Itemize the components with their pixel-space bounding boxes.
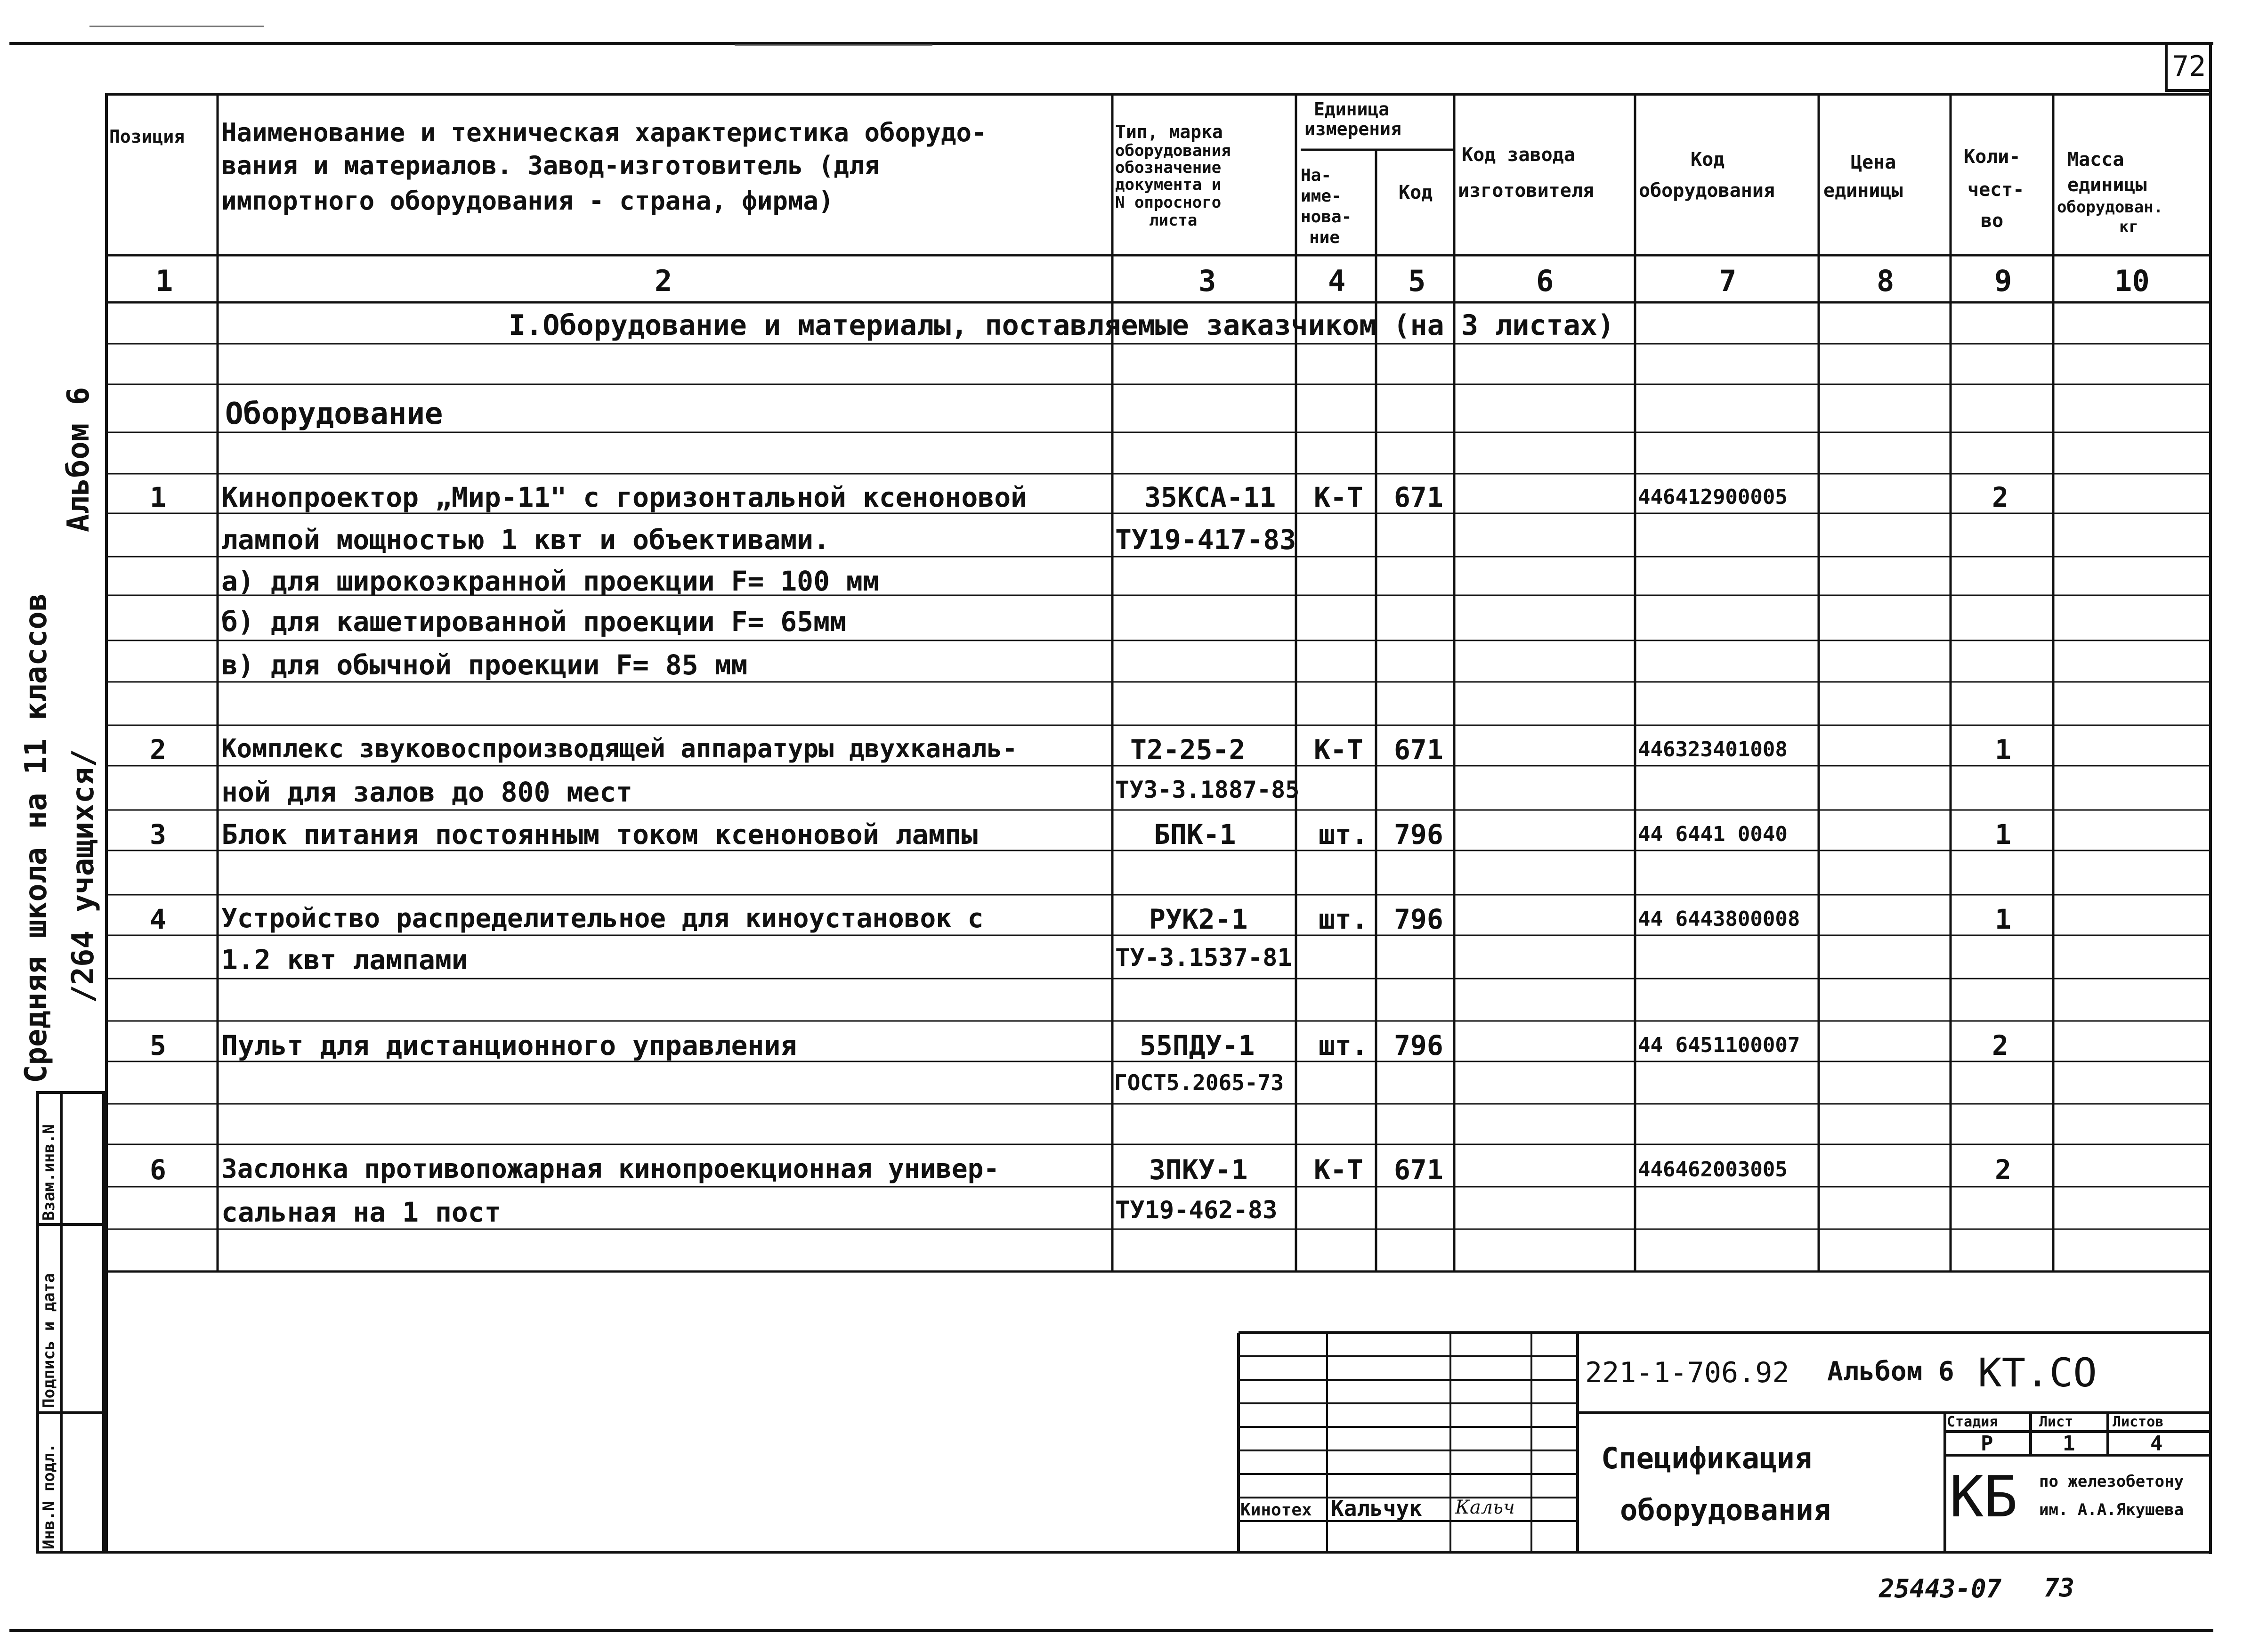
item-2-equip-code: 446323401008 bbox=[1638, 737, 1788, 761]
person-name: Кальчук bbox=[1331, 1496, 1422, 1521]
item-2-unit-code: 671 bbox=[1394, 734, 1443, 766]
section-title: I.Оборудование и материалы, поставляемые заказчиком (на 3 листах) bbox=[509, 309, 1614, 342]
col-number-2: 2 bbox=[655, 264, 672, 298]
item-1-name-line3: а) для широкоэкранной проекции F= 100 мм bbox=[221, 565, 879, 597]
item-5-pos: 5 bbox=[150, 1029, 166, 1061]
page-number: 72 bbox=[2172, 50, 2206, 83]
item-4-name-line1: Устройство распределительное для киноустановок с bbox=[221, 903, 984, 934]
sheet-value: 1 bbox=[2063, 1432, 2075, 1456]
doc-title-line2: оборудования bbox=[1620, 1493, 1831, 1527]
item-6-name-line2: сальная на 1 пост bbox=[221, 1196, 501, 1228]
org-logo: КБ bbox=[1950, 1465, 2018, 1530]
header-col10-line2: единицы bbox=[2067, 174, 2147, 196]
header-col7-line1: Код bbox=[1691, 149, 1725, 170]
header-col7-line2: оборудования bbox=[1639, 180, 1775, 202]
header-col3-line1: Тип, марка bbox=[1115, 121, 1223, 142]
col-number-3: 3 bbox=[1198, 264, 1216, 298]
header-col2-line2: вания и материалов. Завод-изготовитель (для bbox=[221, 151, 880, 180]
header-unit-group-line2: измерения bbox=[1304, 119, 1401, 139]
header-col3-line5: N опросного bbox=[1115, 193, 1222, 212]
stamp-vzam-inv: Взам.инв.N bbox=[40, 1124, 58, 1221]
item-1-name-line5: в) для обычной проекции F= 85 мм bbox=[221, 649, 748, 681]
header-col3-line2: оборудования bbox=[1115, 141, 1231, 160]
header-col10-line3: оборудован. bbox=[2057, 198, 2163, 217]
role-label: Кинотех bbox=[1240, 1500, 1312, 1520]
item-5-qty: 2 bbox=[1992, 1029, 2008, 1061]
item-5-doc: ГОСТ5.2065-73 bbox=[1114, 1070, 1284, 1095]
item-4-equip-code: 44 6443800008 bbox=[1638, 907, 1800, 931]
project-side-line2: /264 учащихся/ bbox=[66, 749, 101, 1003]
item-3-pos: 3 bbox=[150, 818, 166, 850]
item-6-pos: 6 bbox=[150, 1154, 166, 1186]
item-2-doc: ТУЗ-3.1887-85 bbox=[1115, 776, 1300, 803]
item-1-pos: 1 bbox=[150, 481, 166, 513]
header-col6-line2: изготовителя bbox=[1458, 180, 1594, 202]
item-4-qty: 1 bbox=[1995, 903, 2011, 935]
doc-mark: КТ.СО bbox=[1978, 1350, 2097, 1396]
item-1-qty: 2 bbox=[1992, 481, 2008, 513]
header-col9-line3: во bbox=[1981, 210, 2004, 232]
stage-label: Стадия bbox=[1947, 1414, 1998, 1430]
item-2-name-line1: Комплекс звуковоспроизводящей аппаратуры двухканаль- bbox=[221, 734, 1018, 763]
item-1-name-line2: лампой мощностью 1 квт и объективами. bbox=[221, 524, 830, 556]
item-1-name-line1: Кинопроектор „Мир-11" с горизонтальной ксеноновой bbox=[221, 481, 1028, 513]
header-col8-line1: Цена bbox=[1851, 152, 1896, 173]
item-2-qty: 1 bbox=[1995, 734, 2011, 766]
item-6-type: 3ПКУ-1 bbox=[1149, 1154, 1248, 1186]
item-3-name-line1: Блок питания постоянным током ксеноновой лампы bbox=[221, 818, 978, 850]
header-col8-line2: единицы bbox=[1823, 180, 1903, 202]
stage-value: Р bbox=[1981, 1432, 1993, 1456]
project-side-line1: Средняя школа на 11 классов bbox=[19, 593, 54, 1083]
item-1-name-line4: б) для кашетированной проекции F= 65мм bbox=[221, 606, 846, 638]
item-2-name-line2: ной для залов до 800 мест bbox=[221, 776, 632, 808]
item-3-unit-code: 796 bbox=[1394, 818, 1443, 850]
org-line1: по железобетону bbox=[2039, 1472, 2184, 1491]
header-col1: Позиция bbox=[109, 126, 185, 147]
album-side-label: Альбом 6 bbox=[61, 387, 96, 532]
header-col2-line3: импортного оборудования - страна, фирма) bbox=[221, 186, 834, 216]
item-3-qty: 1 bbox=[1995, 818, 2011, 850]
header-col3-line6: листа bbox=[1149, 211, 1198, 230]
col-number-8: 8 bbox=[1877, 264, 1895, 298]
stamp-inv-podl: Инв.N подл. bbox=[40, 1443, 58, 1549]
item-4-unit: шт. bbox=[1319, 903, 1368, 935]
stamp-podpis-data: Подпись и дата bbox=[40, 1273, 58, 1408]
item-3-equip-code: 44 6441 0040 bbox=[1638, 822, 1788, 846]
header-col9-line1: Коли- bbox=[1964, 146, 2021, 168]
sheet-label: Лист bbox=[2039, 1414, 2073, 1430]
header-col4-line4: ние bbox=[1309, 228, 1340, 247]
item-4-type: РУК2-1 bbox=[1149, 903, 1248, 935]
item-6-name-line1: Заслонка противопожарная кинопроекционная универ- bbox=[221, 1154, 1000, 1184]
item-4-pos: 4 bbox=[150, 903, 166, 935]
item-6-unit: К-Т bbox=[1314, 1154, 1363, 1186]
item-1-type: 35КСА-11 bbox=[1144, 481, 1276, 513]
header-unit-group-line1: Единица bbox=[1314, 99, 1390, 120]
doc-title-line1: Спецификация bbox=[1601, 1441, 1812, 1475]
item-5-type: 55ПДУ-1 bbox=[1140, 1029, 1255, 1061]
col-number-5: 5 bbox=[1408, 264, 1426, 298]
item-6-qty: 2 bbox=[1995, 1154, 2011, 1186]
header-col10-line1: Масса bbox=[2067, 149, 2124, 170]
header-col6-line1: Код завода bbox=[1462, 144, 1575, 166]
item-5-name-line1: Пульт для дистанционного управления bbox=[221, 1029, 797, 1061]
item-6-equip-code: 446462003005 bbox=[1638, 1158, 1788, 1182]
item-1-unit: К-Т bbox=[1314, 481, 1363, 513]
col-number-4: 4 bbox=[1328, 264, 1346, 298]
sheets-value: 4 bbox=[2150, 1432, 2163, 1456]
item-5-equip-code: 44 6451100007 bbox=[1638, 1033, 1800, 1057]
col-number-6: 6 bbox=[1536, 264, 1554, 298]
item-2-unit: К-Т bbox=[1314, 734, 1363, 766]
item-3-unit: шт. bbox=[1319, 818, 1368, 850]
footer-number: 25443-07 bbox=[1879, 1574, 2002, 1603]
signature: Кальч bbox=[1455, 1497, 1515, 1518]
footer-page: 73 bbox=[2044, 1573, 2075, 1603]
header-col4-line2: име- bbox=[1301, 186, 1342, 206]
header-col10-line4: кг bbox=[2119, 218, 2138, 236]
header-col5: Код bbox=[1399, 182, 1433, 203]
album-label: Альбом 6 bbox=[1827, 1356, 1954, 1387]
header-col3-line4: документа и bbox=[1115, 175, 1222, 194]
header-col9-line2: чест- bbox=[1968, 179, 2024, 201]
col-number-10: 10 bbox=[2114, 264, 2150, 298]
item-5-unit: шт. bbox=[1319, 1029, 1368, 1061]
col-number-9: 9 bbox=[1994, 264, 2012, 298]
col-number-7: 7 bbox=[1719, 264, 1737, 298]
header-col4-line1: На- bbox=[1301, 166, 1332, 185]
item-4-name-line2: 1.2 квт лампами bbox=[221, 944, 468, 976]
item-6-unit-code: 671 bbox=[1394, 1154, 1443, 1186]
item-4-doc: ТУ-3.1537-81 bbox=[1115, 944, 1292, 972]
item-2-type: Т2-25-2 bbox=[1130, 734, 1246, 766]
doc-code: 221-1-706.92 bbox=[1585, 1356, 1789, 1389]
item-2-pos: 2 bbox=[150, 734, 166, 766]
item-3-type: БПК-1 bbox=[1154, 818, 1236, 850]
item-4-unit-code: 796 bbox=[1394, 903, 1443, 935]
header-col2-line1: Наименование и техническая характеристика оборудо- bbox=[221, 118, 987, 147]
org-line2: им. А.А.Якушева bbox=[2039, 1500, 2184, 1519]
item-5-unit-code: 796 bbox=[1394, 1029, 1443, 1061]
header-col3-line3: обозначение bbox=[1115, 158, 1222, 177]
item-1-equip-code: 446412900005 bbox=[1638, 485, 1788, 509]
sheets-label: Листов bbox=[2113, 1414, 2164, 1430]
item-1-unit-code: 671 bbox=[1394, 481, 1443, 513]
item-1-doc: ТУ19-417-83 bbox=[1115, 524, 1296, 556]
col-number-1: 1 bbox=[155, 264, 173, 298]
subsection-title: Оборудование bbox=[225, 397, 443, 431]
header-col4-line3: нова- bbox=[1301, 207, 1352, 227]
item-6-doc: ТУ19-462-83 bbox=[1115, 1196, 1278, 1224]
